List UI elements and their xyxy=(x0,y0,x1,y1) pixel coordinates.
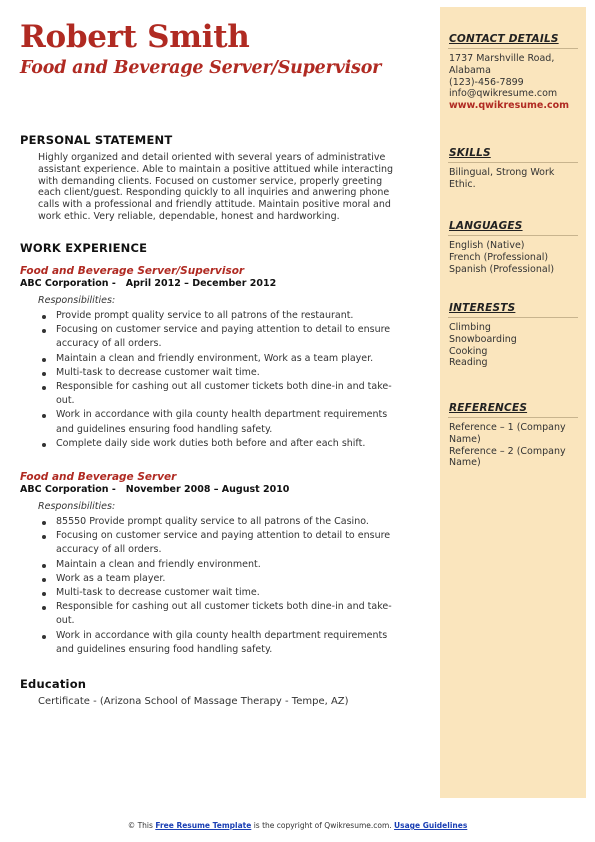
job-title: Food and Beverage Server/Supervisor xyxy=(20,265,245,277)
divider xyxy=(448,48,578,49)
responsibilities-label: Responsibilities: xyxy=(38,295,116,306)
list-item xyxy=(38,586,413,600)
contact-website-link[interactable]: www.qwikresume.com xyxy=(449,100,570,112)
list-item xyxy=(38,558,413,572)
contact-details xyxy=(449,53,581,112)
statement-line: Highly organized and detail oriented with several years of administrative xyxy=(38,152,386,163)
list-item xyxy=(38,437,413,451)
job-bullets xyxy=(38,309,413,451)
bullet-text: out. xyxy=(56,615,75,627)
education-heading: Education xyxy=(20,677,87,691)
bullet-text: Maintain a clean and friendly environment. xyxy=(56,558,261,570)
bullet-text: Responsible for cashing out all customer tickets both dine-in and take- xyxy=(56,381,392,393)
job-bullets xyxy=(38,515,413,657)
skills-heading: SKILLS xyxy=(449,147,491,159)
language-item: English (Native) xyxy=(449,240,525,251)
header xyxy=(20,20,420,78)
skills-list xyxy=(449,167,581,191)
list-item xyxy=(38,629,413,657)
bullet-text: Multi-task to decrease customer wait time. xyxy=(56,587,260,599)
reference-line: Name) xyxy=(449,433,481,445)
contact-email[interactable]: info@qwikresume.com xyxy=(449,88,558,100)
usage-guidelines-link[interactable]: Usage Guidelines xyxy=(394,821,468,830)
interest-item: Reading xyxy=(449,357,488,369)
bullet-text: 85550 Provide prompt quality service to all patrons of the Casino. xyxy=(56,516,369,527)
reference-line: Reference – 2 (Company xyxy=(449,445,566,457)
interest-item: Snowboarding xyxy=(449,333,517,345)
bullet-text: Focusing on customer service and paying attention to detail to ensure xyxy=(56,530,391,542)
interests-heading: INTERESTS xyxy=(449,302,516,314)
interests-list xyxy=(449,322,581,369)
list-item xyxy=(38,366,413,380)
languages-heading: LANGUAGES xyxy=(449,220,523,232)
languages-list xyxy=(449,240,581,275)
statement-line: with demanding clients. Focused on customer service, properly greeting xyxy=(38,175,383,187)
bullet-text: Complete daily side work duties both before and after each shift. xyxy=(56,437,366,449)
bullet-text: Maintain a clean and friendly environment, Work as a team player. xyxy=(56,352,374,364)
bullet-text: accuracy of all orders. xyxy=(56,544,162,556)
footer xyxy=(0,821,595,830)
bullet-text: Work in accordance with gila county health department requirements xyxy=(56,409,388,421)
list-item xyxy=(38,323,413,351)
bullet-text: Focusing on customer service and paying attention to detail to ensure xyxy=(56,324,391,336)
skills-line: Ethic. xyxy=(449,178,476,190)
list-item xyxy=(38,572,413,586)
job-company-dates: ABC Corporation - November 2008 – August 2010 xyxy=(20,484,290,495)
list-item xyxy=(38,515,413,529)
bullet-text: Responsible for cashing out all customer tickets both dine-in and take- xyxy=(56,601,392,613)
personal-statement-heading: PERSONAL STATEMENT xyxy=(20,133,173,147)
language-item: Spanish (Professional) xyxy=(449,263,555,275)
bullet-text: Provide prompt quality service to all patrons of the restaurant. xyxy=(56,310,354,321)
list-item xyxy=(38,352,413,366)
contact-state: Alabama xyxy=(449,64,491,76)
bullet-text: out. xyxy=(56,395,75,407)
free-resume-template-link[interactable]: Free Resume Template xyxy=(155,821,252,830)
job-title: Food and Beverage Server xyxy=(20,471,177,483)
divider xyxy=(448,235,578,236)
bullet-text: Work as a team player. xyxy=(56,572,166,584)
work-experience-heading: WORK EXPERIENCE xyxy=(20,241,148,255)
education-entry: Certificate - (Arizona School of Massage Therapy - Tempe, AZ) xyxy=(38,696,349,707)
list-item xyxy=(38,309,413,323)
statement-line: calls with a professional and friendly attitude. Maintain positive moral and xyxy=(38,199,391,211)
list-item xyxy=(38,408,413,436)
footer-text: © This xyxy=(127,821,156,830)
list-item xyxy=(38,529,413,557)
bullet-text: Multi-task to decrease customer wait time. xyxy=(56,366,260,378)
reference-line: Name) xyxy=(449,457,481,469)
skills-line: Bilingual, Strong Work xyxy=(449,167,555,178)
divider xyxy=(448,417,578,418)
responsibilities-label: Responsibilities: xyxy=(38,501,116,512)
statement-line: assistant experience. Able to maintain a positive attitued while interacting xyxy=(38,163,394,175)
statement-line: work ethic. Very reliable, dependable, honest and hardworking. xyxy=(38,210,340,222)
list-item xyxy=(38,380,413,408)
language-item: French (Professional) xyxy=(449,251,549,263)
list-item xyxy=(38,600,413,628)
bullet-text: accuracy of all orders. xyxy=(56,338,162,350)
divider xyxy=(448,317,578,318)
contact-heading: CONTACT DETAILS xyxy=(449,33,559,45)
personal-statement-text xyxy=(38,152,418,223)
footer-text: is the copyright of Qwikresume.com. xyxy=(251,821,395,830)
interest-item: Cooking xyxy=(449,345,488,357)
references-list xyxy=(449,422,581,469)
candidate-title: Food and Beverage Server/Supervisor xyxy=(20,58,382,79)
sidebar xyxy=(440,7,586,798)
interest-item: Climbing xyxy=(449,322,491,333)
contact-address-line: 1737 Marshville Road, xyxy=(449,53,555,64)
candidate-name: Robert Smith xyxy=(20,19,250,55)
reference-line: Reference – 1 (Company xyxy=(449,422,566,433)
job-company-dates: ABC Corporation - April 2012 – December 2012 xyxy=(20,278,277,289)
bullet-text: and guidelines ensuring food handling safety. xyxy=(56,643,273,655)
divider xyxy=(448,162,578,163)
bullet-text: and guidelines ensuring food handling safety. xyxy=(56,423,273,435)
statement-line: each client/guest. Responding quickly to all inquiries and anwering phone xyxy=(38,187,390,199)
contact-phone: (123)-456-7899 xyxy=(449,76,524,88)
references-heading: REFERENCES xyxy=(449,402,528,414)
bullet-text: Work in accordance with gila county health department requirements xyxy=(56,629,388,641)
